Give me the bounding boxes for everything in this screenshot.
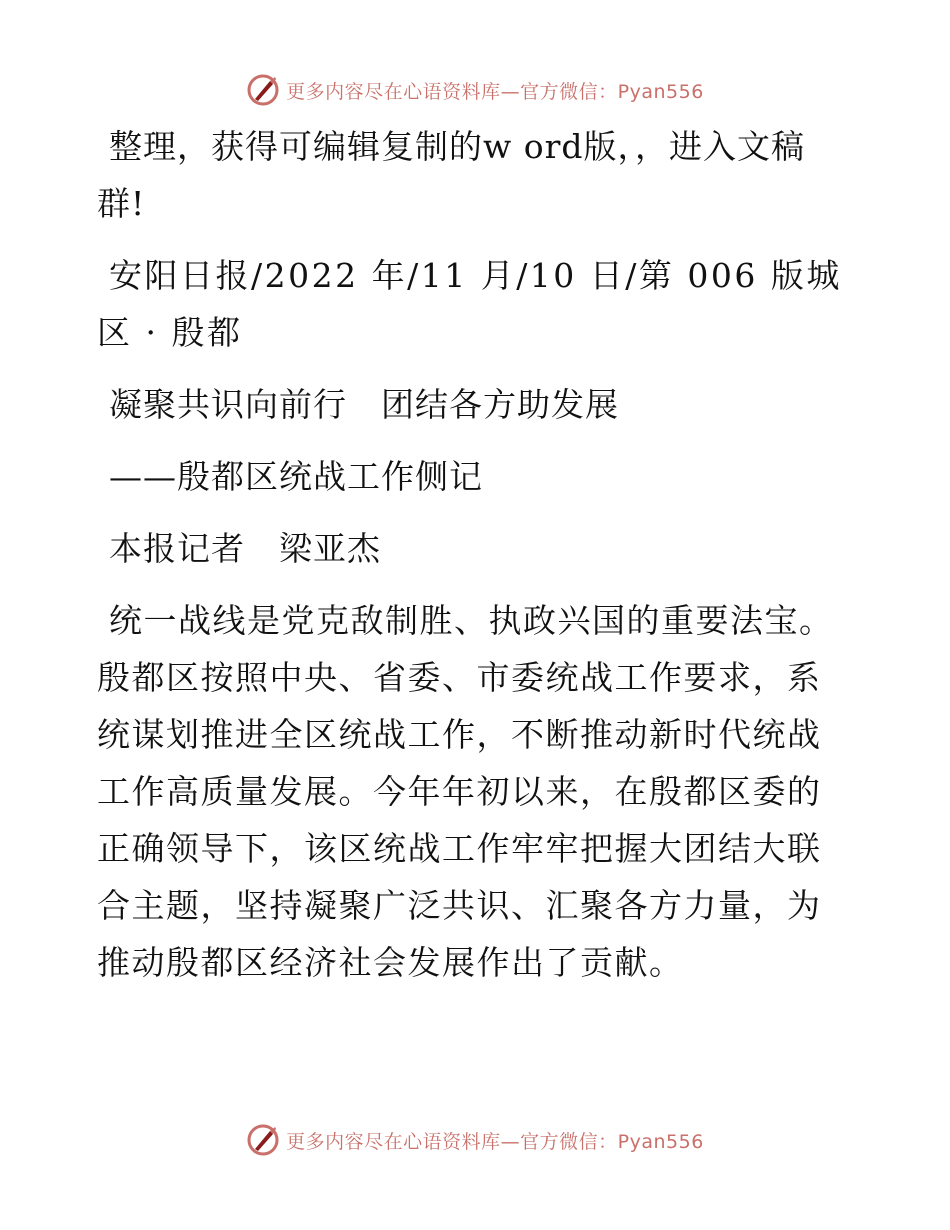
watermark-text: 更多内容尽在心语资料库—官方微信：Pyan556 — [286, 1130, 704, 1153]
watermark-text: 更多内容尽在心语资料库—官方微信：Pyan556 — [286, 80, 704, 103]
header-watermark-banner — [0, 70, 950, 110]
article-subtitle: ——殷都区统战工作侧记 — [109, 457, 483, 496]
quill-pen-logo-icon — [246, 1123, 280, 1157]
article-content — [97, 118, 849, 1006]
byline: 本报记者 梁亚杰 — [109, 529, 381, 568]
intro-paragraph: 整理，获得可编辑复制的w ord版，，进入文稿群! — [97, 127, 806, 223]
footer-watermark-banner — [0, 1120, 950, 1160]
body-paragraph: 统一战线是党克敌制胜、执政兴国的重要法宝。殷都区按照中央、省委、市委统战工作要求，系统谋划推进全区统战工作，不断推动新时代统战工作高质量发展。今年年初以来，在殷都区委的正确领导下，该区统战工作牢牢把握大团结大联合主题，坚持凝聚广泛共识、汇聚各方力量，为推动殷都区经济社会发展作出了贡献。 — [97, 601, 834, 982]
quill-pen-logo-icon — [246, 73, 280, 107]
source-line: 安阳日报/2022 年/11 月/10 日/第 006 版城区 · 殷都 — [97, 256, 842, 352]
article-title: 凝聚共识向前行 团结各方助发展 — [109, 385, 619, 424]
